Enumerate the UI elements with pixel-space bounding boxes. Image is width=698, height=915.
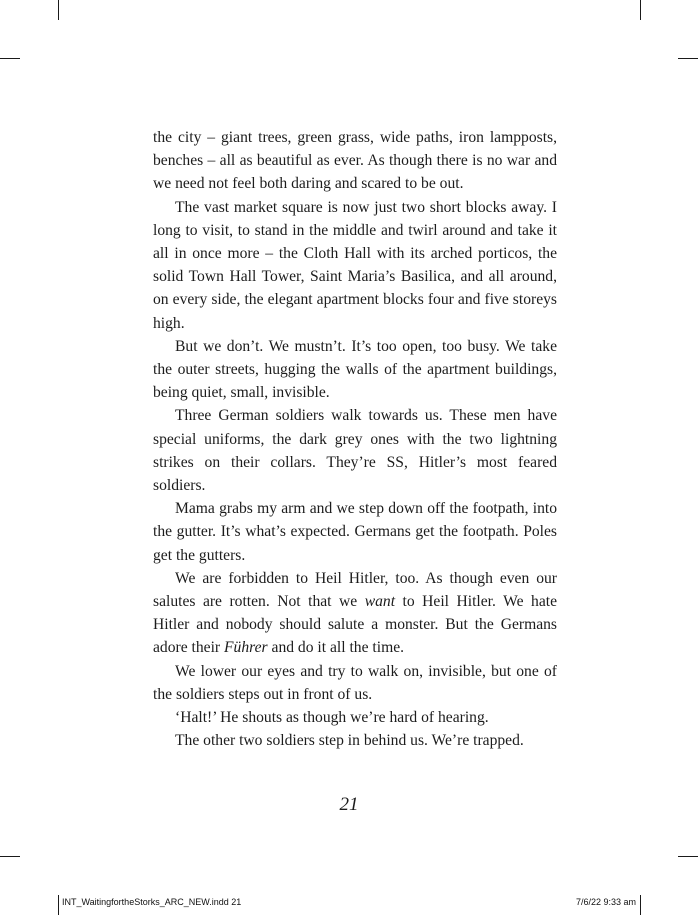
paragraph: [153, 567, 557, 660]
paragraph: [153, 497, 557, 567]
text-run: Mama grabs my arm and we step down off the footpath, into the gutter. It’s what’s expected. Germans get the footpath. Poles get the gutters.: [153, 500, 557, 564]
crop-mark-right-bottom: [678, 856, 698, 857]
text-run: We lower our eyes and try to walk on, invisible, but one of the soldiers steps out in front of us.: [153, 662, 557, 703]
body-text: [153, 126, 557, 752]
paragraph: [153, 706, 557, 729]
paragraph: [153, 196, 557, 335]
crop-mark-top-right: [640, 0, 641, 20]
italic-text: Führer: [224, 639, 268, 657]
crop-mark-bottom-right: [640, 895, 641, 915]
text-run: We are forbidden to Heil Hitler, too. As though even our salutes are rotten. Not that we: [153, 569, 557, 611]
paragraph: [153, 404, 557, 497]
text-run: But we don’t. We mustn’t. It’s too open, too busy. We take the outer streets, hugging the walls of the apartment buildings, being quiet, small, invisible.: [153, 337, 557, 402]
text-run: to Heil Hitler. We hate Hitler and nobody should salute a monster. But the Germans adore their: [153, 593, 557, 657]
paragraph: [153, 660, 557, 706]
paragraph: [153, 729, 557, 752]
text-run: The vast market square is now just two short blocks away. I long to visit, to stand in the middle and twirl around and take it all in once more – the Cloth Hall with its arched porticos, the solid Town Hall Tower, Saint Maria’s Basilica, and all around, on every side, the elegant apartment blocks four and five storeys high.: [153, 198, 557, 332]
page-number: 21: [339, 794, 359, 815]
slug-timestamp: 7/6/22 9:33 am: [575, 897, 636, 907]
crop-mark-left-top: [0, 58, 20, 59]
slug-filename: INT_WaitingfortheStorks_ARC_NEW.indd 21: [62, 897, 242, 907]
text-run: the city – giant trees, green grass, wide paths, iron lampposts, benches – all as beautiful as ever. As though there is no war and we need not feel both daring and scared to be out.: [153, 129, 557, 193]
text-run: ‘Halt!’ He shouts as though we’re hard of hearing.: [175, 709, 489, 727]
crop-mark-left-bottom: [0, 856, 20, 857]
paragraph: [153, 335, 557, 405]
italic-text: want: [364, 593, 396, 611]
text-run: Three German soldiers walk towards us. These men have special uniforms, the dark grey ones with the two lightning strikes on their collars. They’re SS, Hitler’s most feared soldiers.: [153, 407, 557, 495]
paragraph: [153, 126, 557, 196]
crop-mark-bottom-left: [58, 895, 59, 915]
crop-mark-top-left: [58, 0, 59, 20]
crop-mark-right-top: [678, 58, 698, 59]
text-run: The other two soldiers step in behind us. We’re trapped.: [175, 732, 524, 750]
text-run: and do it all the time.: [267, 639, 405, 657]
